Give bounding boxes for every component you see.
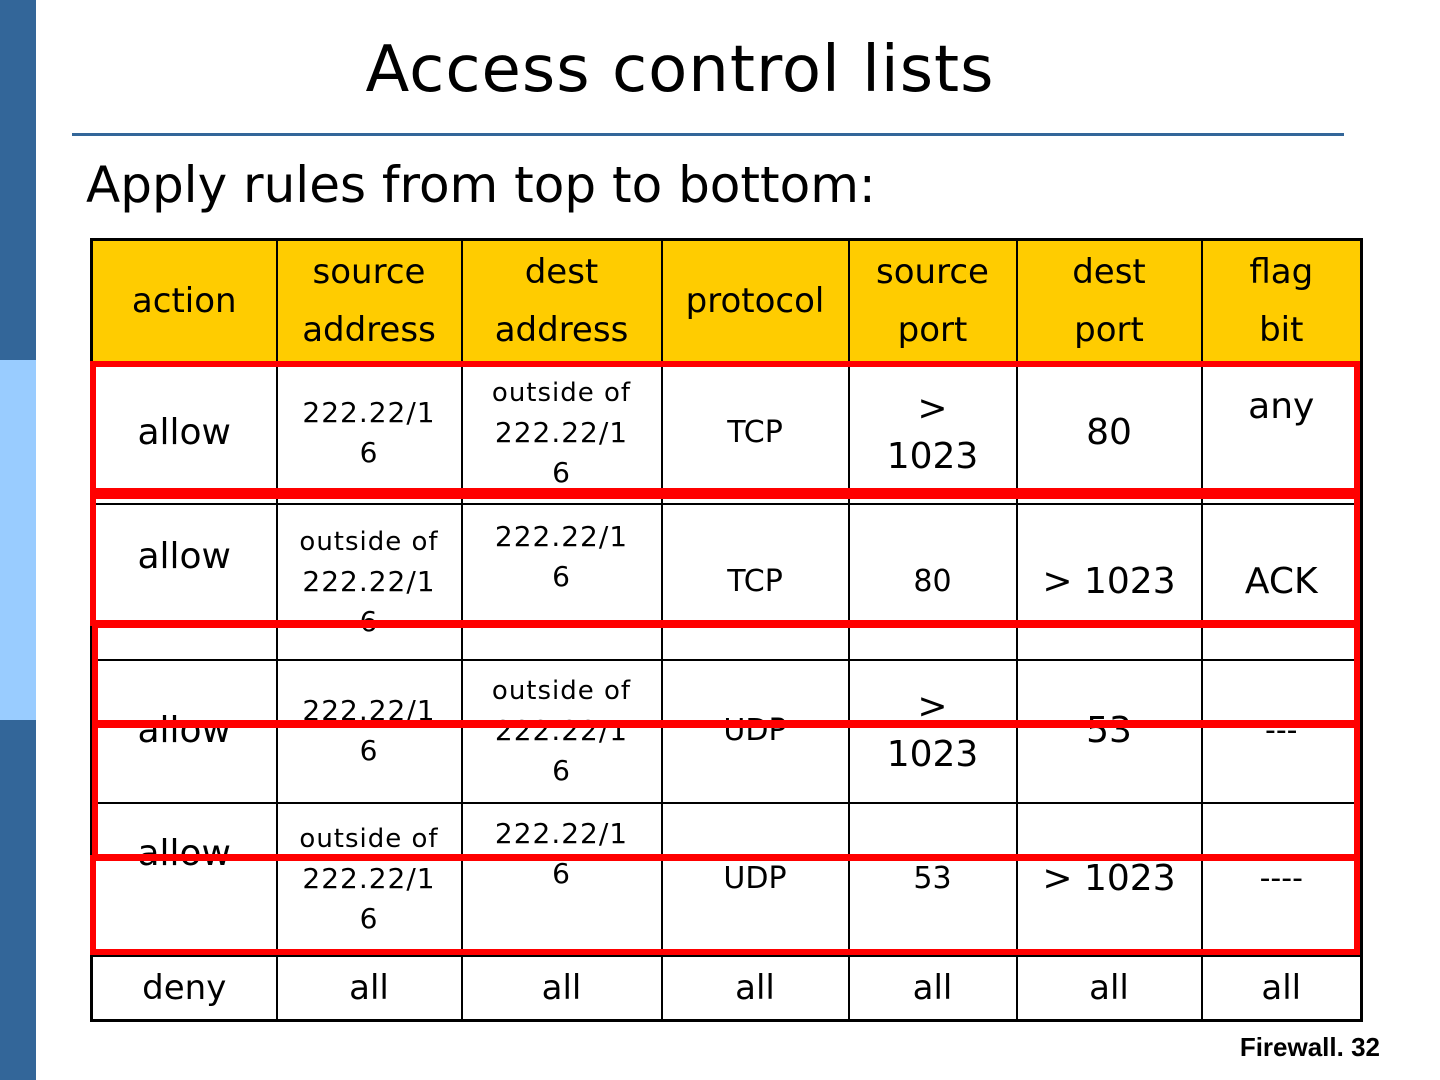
side-bar-segment-highlight: [0, 360, 36, 720]
cell-flag-bit: ----: [1202, 803, 1362, 956]
cell-dest-port: 80: [1017, 362, 1202, 505]
cell-source-address: outside of 222.22/1 6: [277, 504, 462, 660]
header-dest-address: dest address: [462, 240, 662, 362]
cell-source-port: > 1023: [849, 660, 1017, 804]
cell-dest-port: 53: [1017, 660, 1202, 804]
cell-dest-port: > 1023: [1017, 504, 1202, 660]
header-dest-port: dest port: [1017, 240, 1202, 362]
cell-action: allow: [92, 362, 277, 505]
cell-source-address: outside of 222.22/1 6: [277, 803, 462, 956]
table-header-row: [92, 240, 1362, 362]
slide-footer: Firewall. 32: [1239, 1032, 1380, 1062]
cell-dest-port: > 1023: [1017, 803, 1202, 956]
cell-source-port: 80: [849, 504, 1017, 660]
side-bar-segment: [0, 720, 36, 1080]
cell-action: deny: [92, 956, 277, 1021]
side-accent-bar: [0, 0, 36, 1080]
cell-action: allow: [92, 504, 277, 660]
cell-protocol: TCP: [662, 504, 849, 660]
table-row: [92, 362, 1362, 505]
header-source-address: source address: [277, 240, 462, 362]
table-row: [92, 803, 1362, 956]
cell-dest-address: 222.22/1 6: [462, 504, 662, 660]
cell-source-port: all: [849, 956, 1017, 1021]
table-row: [92, 956, 1362, 1021]
cell-source-address: 222.22/1 6: [277, 660, 462, 804]
acl-table: [90, 238, 1363, 1022]
cell-source-port: 53: [849, 803, 1017, 956]
cell-flag-bit: any: [1202, 362, 1362, 505]
slide-title: Access control lists: [365, 33, 995, 107]
cell-dest-address: outside of 222.22/1 6: [462, 660, 662, 804]
cell-source-port: > 1023: [849, 362, 1017, 505]
header-flag-bit: flag bit: [1202, 240, 1362, 362]
cell-action: allow: [92, 660, 277, 804]
cell-protocol: all: [662, 956, 849, 1021]
cell-source-address: 222.22/1 6: [277, 362, 462, 505]
cell-dest-address: outside of 222.22/1 6: [462, 362, 662, 505]
cell-dest-address: all: [462, 956, 662, 1021]
cell-dest-address: 222.22/1 6: [462, 803, 662, 956]
cell-dest-port: all: [1017, 956, 1202, 1021]
table-row: [92, 504, 1362, 660]
cell-protocol: UDP: [662, 660, 849, 804]
header-protocol: protocol: [662, 240, 849, 362]
side-bar-segment: [0, 0, 36, 360]
cell-flag-bit: ---: [1202, 660, 1362, 804]
table-row: [92, 660, 1362, 804]
title-divider: [72, 133, 1344, 136]
cell-action: allow: [92, 803, 277, 956]
slide-subtitle: Apply rules from top to bottom:: [86, 156, 876, 214]
cell-protocol: TCP: [662, 362, 849, 505]
cell-protocol: UDP: [662, 803, 849, 956]
cell-flag-bit: all: [1202, 956, 1362, 1021]
header-source-port: source port: [849, 240, 1017, 362]
header-action: action: [92, 240, 277, 362]
cell-source-address: all: [277, 956, 462, 1021]
cell-flag-bit: ACK: [1202, 504, 1362, 660]
